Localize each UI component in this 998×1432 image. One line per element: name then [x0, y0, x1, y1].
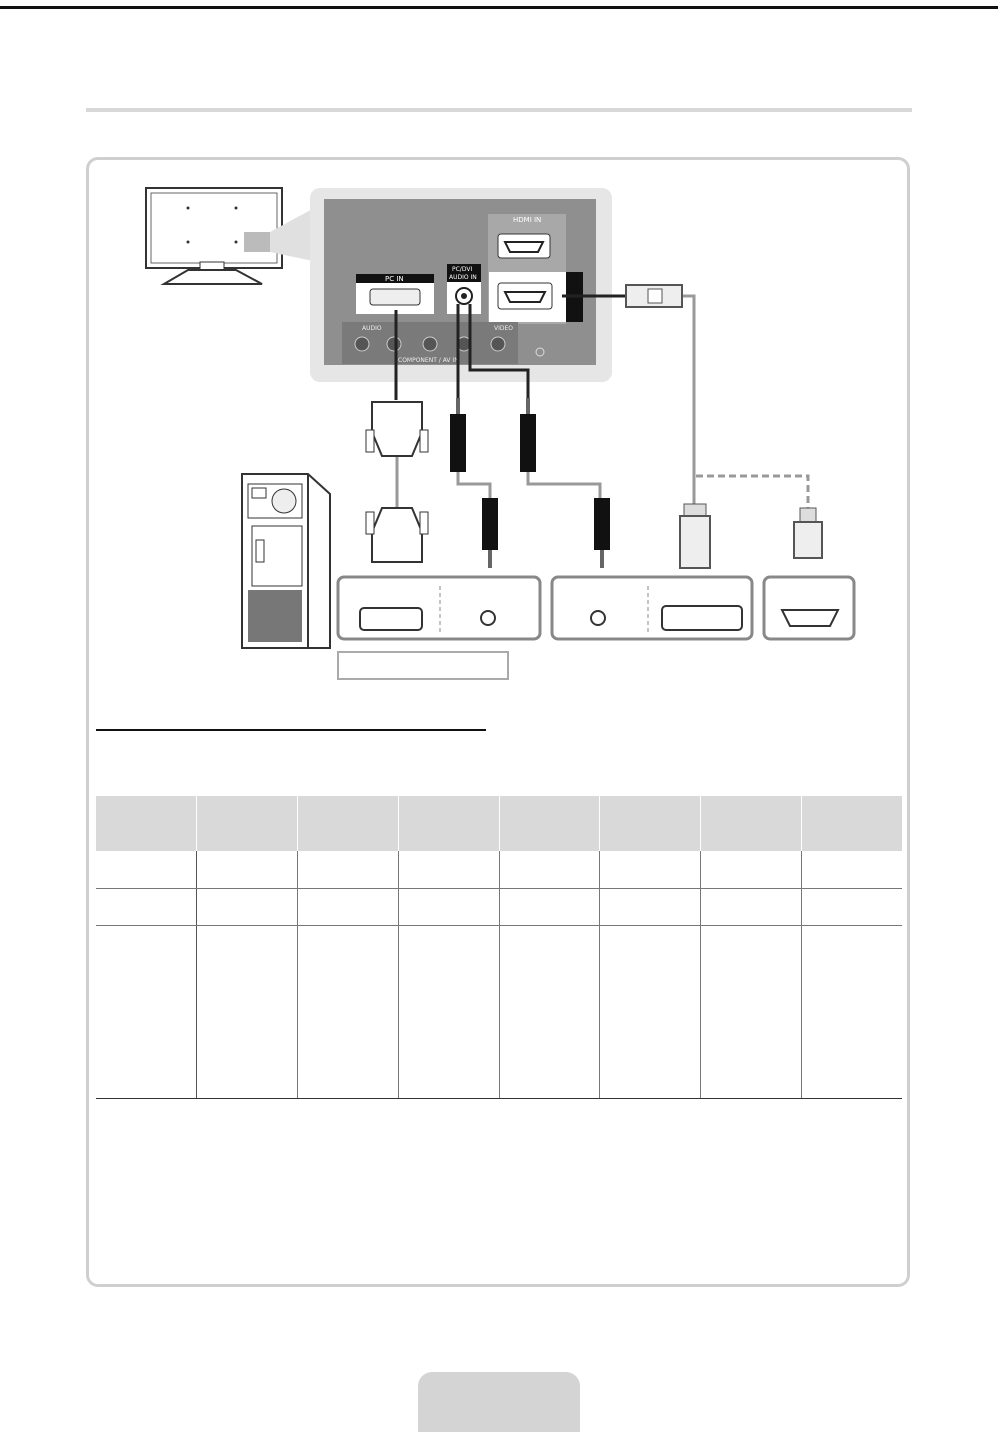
table-cell — [398, 889, 499, 926]
table-cell — [801, 889, 902, 926]
component-av-label: COMPONENT / AV IN — [398, 357, 459, 364]
tv-rear-panel — [310, 188, 612, 382]
spec-table — [96, 796, 902, 1099]
table-cell — [801, 851, 902, 889]
table-cell — [499, 851, 600, 889]
dvi-plug — [680, 504, 710, 568]
hdmi-plug-device — [794, 508, 822, 558]
table-cell — [96, 851, 197, 889]
table-cell — [499, 889, 600, 926]
table-cell — [298, 926, 399, 1099]
table-cell — [499, 926, 600, 1099]
table-row — [96, 926, 902, 1099]
vga-connector-bottom — [366, 508, 428, 562]
audio-label: AUDIO — [362, 325, 382, 332]
table-cell — [701, 926, 802, 1099]
table-cell — [801, 926, 902, 1099]
video-label: VIDEO — [494, 325, 514, 332]
table-cell — [398, 926, 499, 1099]
table-cell — [701, 851, 802, 889]
table-header-cell — [600, 796, 701, 851]
hdmi-in-label: HDMI IN — [513, 216, 542, 224]
table-cell — [96, 889, 197, 926]
hdmi-plug-tv — [626, 285, 682, 307]
table-cell — [298, 889, 399, 926]
section-heading-underline — [96, 729, 486, 731]
table-cell — [197, 926, 298, 1099]
table-cell — [600, 889, 701, 926]
hdmi-device-ports-panel — [764, 577, 854, 639]
table-header-cell — [298, 796, 399, 851]
table-row — [96, 851, 902, 889]
table-cell — [197, 889, 298, 926]
dvi-device-ports-panel — [552, 577, 752, 639]
pc-tower — [242, 474, 330, 648]
pc-ports-panel — [338, 577, 540, 639]
vga-connector-top — [366, 402, 428, 456]
audio-in-label: AUDIO IN — [449, 274, 477, 281]
table-cell — [701, 889, 802, 926]
pc-in-label: PC IN — [385, 275, 404, 283]
page-number-tab — [418, 1372, 580, 1432]
caption-box — [338, 652, 508, 679]
table-cell — [197, 851, 298, 889]
table-header-cell — [701, 796, 802, 851]
pc-dvi-label: PC/DVI — [452, 266, 473, 273]
table-header-cell — [499, 796, 600, 851]
table-header-cell — [398, 796, 499, 851]
tv-rear-thumbnail — [146, 188, 318, 284]
table-row — [96, 889, 902, 926]
table-cell — [398, 851, 499, 889]
table-header-row — [96, 796, 902, 851]
table-cell — [600, 851, 701, 889]
table-cell — [298, 851, 399, 889]
table-header-cell — [96, 796, 197, 851]
table-header-cell — [197, 796, 298, 851]
table-header-cell — [801, 796, 902, 851]
table-cell — [600, 926, 701, 1099]
table-cell — [96, 926, 197, 1099]
